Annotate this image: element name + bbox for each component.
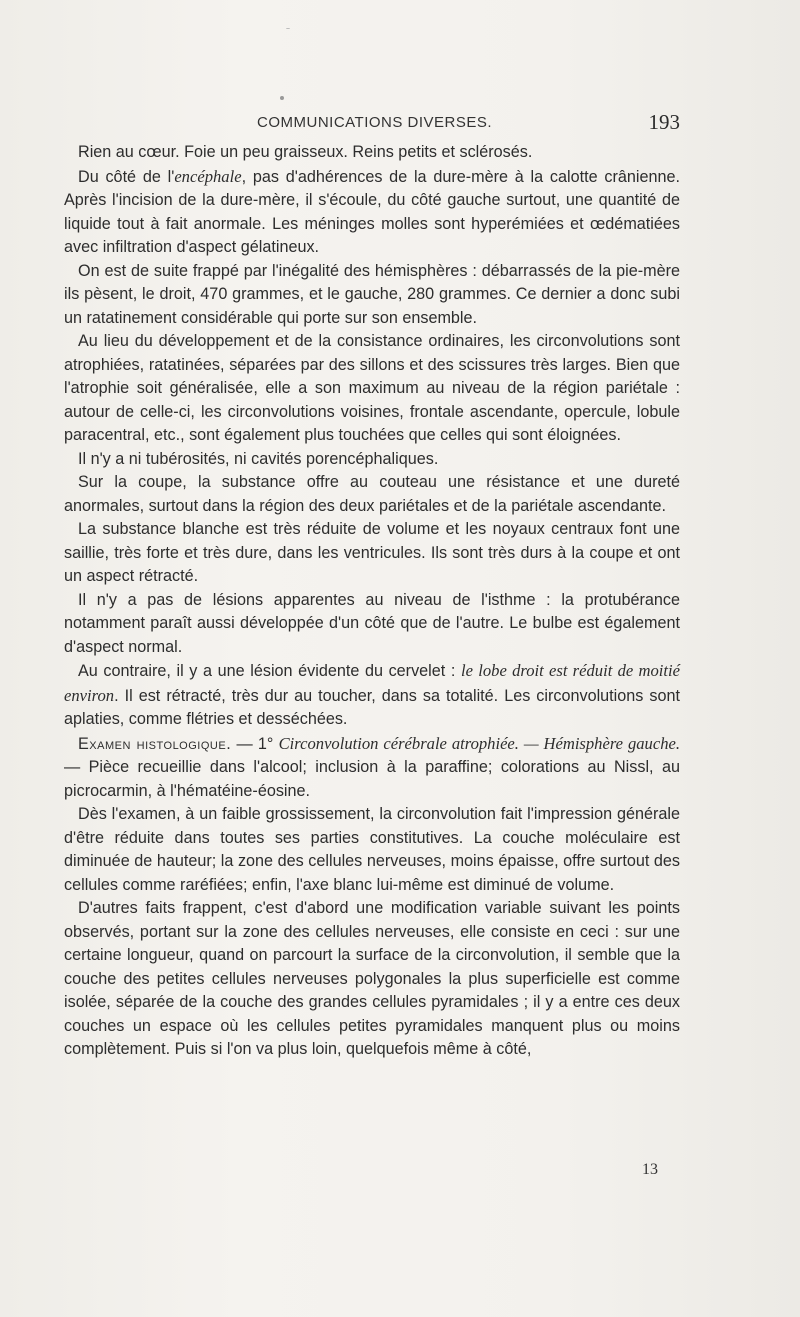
paragraph: On est de suite frappé par l'inégalité des hémisphères : débarrassés de la pie-mère ils pèsent, le droit, 470 grammes, et le gauche, 280 grammes. Ce dernier a donc subi un ratatinement considérable qui porte sur son ensemble. [64, 261, 680, 327]
paragraph: Dès l'examen, à un faible grossissement, la circonvolution fait l'impression générale d'être réduite dans toutes ses parties constitutives. La couche moléculaire est diminuée de hauteur; la zone des cellules nerveuses, moins épaisse, offre surtout des cellules comme raréfiées; enfin, l'axe blanc lui-même est diminué de volume. [64, 805, 680, 894]
page-header [64, 110, 680, 134]
section-heading: Examen histologique. [78, 734, 232, 753]
italic-subheading: Circonvolution cérébrale atrophiée. — Hémisphère gauche. [278, 733, 681, 753]
italic-term: encéphale [174, 166, 242, 186]
paragraph: Sur la coupe, la substance offre au couteau une résistance et une dureté anormales, surtout dans la région des deux pariétales et de la pariétale ascendante. [64, 473, 680, 515]
paragraph: Au lieu du développement et de la consistance ordinaires, les circonvolutions sont atrophiées, ratatinées, séparées par des sillons et des scissures très larges. Bien que l'atrophie soit généralisée, elle a son maximum au niveau de la région pariétale : autour de celle-ci, les circonvolutions voisines, frontale ascendante, opercule, lobule paracentral, etc., sont également plus touchées que celles qui sont éloignées. [64, 332, 680, 444]
body-text [64, 141, 680, 1062]
paragraph: Il n'y a ni tubérosités, ni cavités porencéphaliques. [78, 449, 439, 468]
italic-phrase: le lobe droit est réduit de moitié environ [64, 661, 680, 705]
paragraph: Rien au cœur. Foie un peu graisseux. Reins petits et sclérosés. [78, 143, 533, 161]
page-number: 193 [648, 110, 680, 134]
paragraph: Du côté de l'encéphale, pas d'adhérences de la dure-mère à la calotte crânienne. Après l'incision de la dure-mère, il s'écoule, du côté gauche surtout, une quantité de liquide tout à fait anormale. Les méninges molles sont hyperémiées et œdématiées avec infiltration d'aspect gélatineux. [64, 166, 680, 256]
section-heading-paragraph: Examen histologique. — 1° Circonvolution cérébrale atrophiée. — Hémisphère gauche.— Pièce recueillie dans l'alcool; inclusion à la paraffine; colorations au Nissl, au picrocarmin, à l'hématéine-éosine. [64, 733, 681, 800]
running-title: COMMUNICATIONS DIVERSES. [257, 114, 493, 131]
paragraph: D'autres faits frappent, c'est d'abord une modification variable suivant les points observés, portant sur la zone des cellules nerveuses, elle consiste en ceci : sur une certaine longueur, quand on parcourt la surface de la circonvolution, il semble que la couche des petites cellules nerveuses polygonales la plus superficielle est comme isolée, séparée de la couche des grandes cellules pyramidales ; il y a entre ces deux couches un espace où les cellules petites pyramidales manquent plus ou moins complètement. Puis si l'on va plus loin, quelquefois même à côté, [64, 899, 680, 1058]
signature-mark: 13 [642, 1161, 658, 1178]
ink-speck [286, 28, 290, 29]
paragraph: La substance blanche est très réduite de volume et les noyaux centraux font une saillie, très forte et très dure, dans les ventricules. Ils sont très durs à la coupe et ont un aspect rétracté. [64, 520, 680, 585]
ink-speck [280, 96, 284, 100]
paragraph: Au contraire, il y a une lésion évidente du cervelet : le lobe droit est réduit de moitié environ. Il est rétracté, très dur au toucher, dans sa totalité. Les circonvolutions sont aplaties, comme flétries et desséchées. [64, 661, 680, 728]
paragraph: Il n'y a pas de lésions apparentes au niveau de l'isthme : la protubérance notamment paraît aussi développée d'un côté que de l'autre. Le bulbe est également d'aspect normal. [64, 590, 680, 656]
